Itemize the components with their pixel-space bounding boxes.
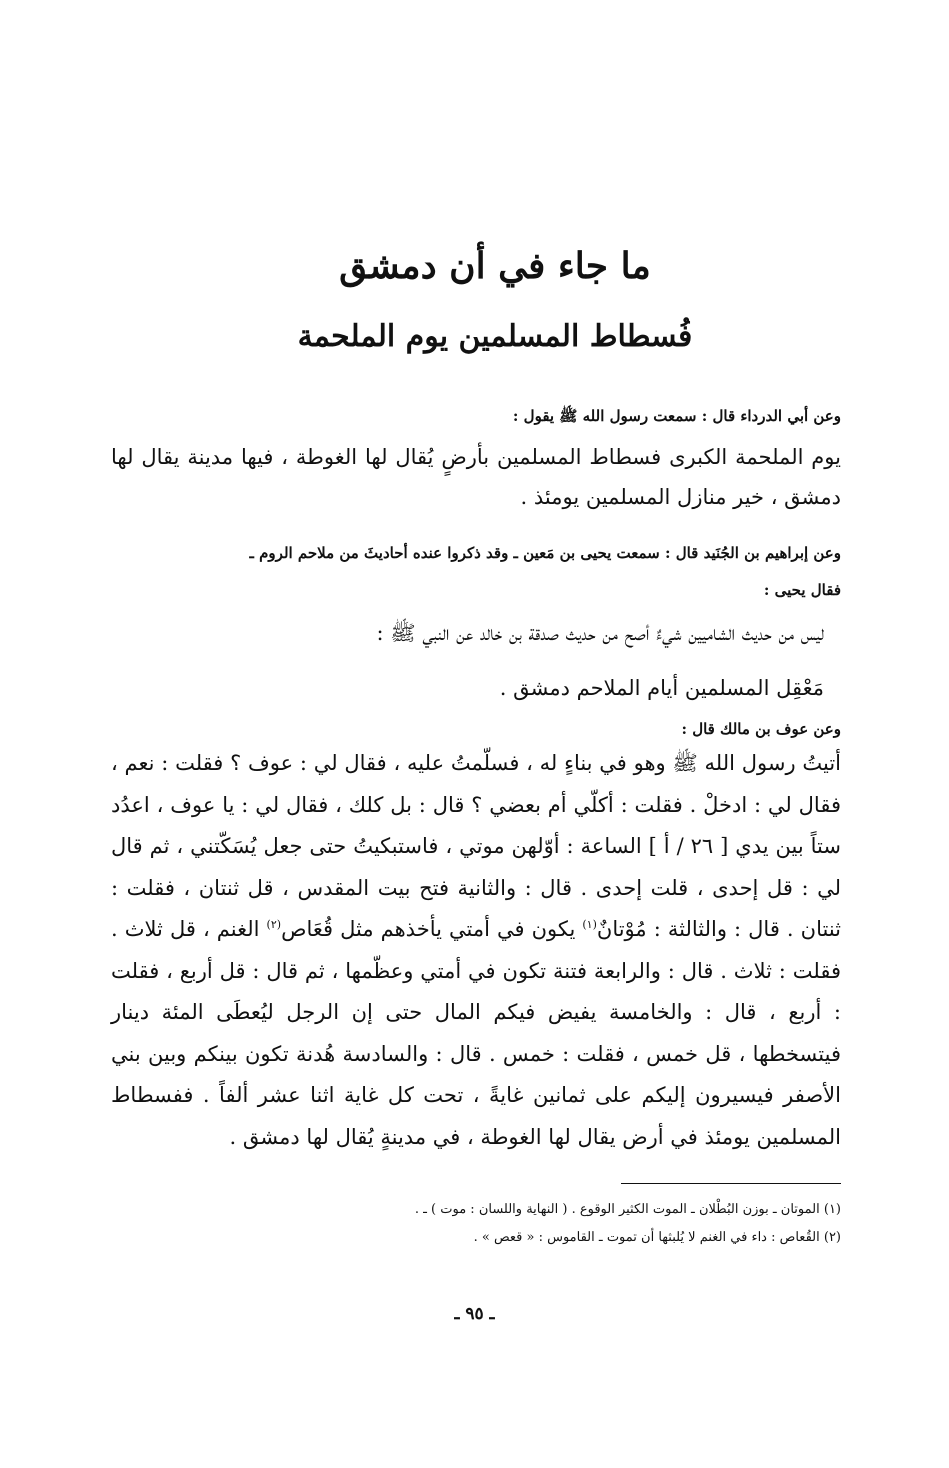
hadith-2-intro: وعن إبراهيم بن الجُنَيد قال : سمعت يحيى بن مَعين ـ وقد ذكروا عنده أحاديثَ من ملاحم الروم ـ [249, 544, 841, 562]
footnote-ref-2: (٢) [266, 918, 282, 931]
page-number: ـ ٩٥ ـ [454, 1304, 495, 1324]
hadith-3-intro: وعن عوف بن مالك قال : [681, 720, 841, 738]
hadith-2-text-line-1: ليس من حديث الشاميين شيءٌ أصح من حديث صدقة بن خالد عن النبي ﷺ : [376, 621, 824, 645]
hadith-2-text-line-2: مَعْقِل المسلمين أيام الملاحم دمشق . [499, 676, 824, 700]
footnote-2: (٢) القُعاص : داء في الغنم لا يُلبثها أن تموت ـ القاموس : « قعص » . [473, 1230, 841, 1245]
hadith-1-text: يوم الملحمة الكبرى فسطاط المسلمين بأرضٍ يُقال لها الغوطة ، فيها مدينة يقال لها دمشق ، خير منازل المسلمين يومئذ . [111, 445, 841, 509]
hadith-3-text-part-b: يكون في أمتي يأخذهم مثل قُعَاص [281, 917, 583, 941]
chapter-subtitle: فُسطاط المسلمين يوم الملحمة [297, 319, 693, 354]
hadith-3-text-part-a: أتيتُ رسول الله ﷺ وهو في بناءٍ له ، فسلّمتُ عليه ، فقال لي : عوف ؟ فقلت : نعم ، فقال لي : ادخلْ . فقلت : أكلّي أم بعضي ؟ قال : بل كلك ، فقال لي : يا عوف ، اعدُد ستاً بين يدي [ ٢٦ / أ ] الساعة : أوّلهن موتي ، فاستبكيتُ حتى جعل يُسَكّتني ، ثم قال لي : قل إحدى ، قلت إحدى . قال : والثانية فتح بيت المقدس ، قل ثنتان ، فقلت : ثنتان . قال : والثالثة : مُوْتانٌ [111, 751, 842, 941]
chapter-title: ما جاء في أن دمشق [339, 245, 651, 287]
footnotes [111, 1196, 841, 1252]
footnote-separator [621, 1183, 841, 1184]
hadith-3-text-part-c: الغنم ، قل ثلاث . فقلت : ثلاث . قال : والرابعة فتنة تكون في أمتي وعظّمها ، ثم قال : قل أربع ، فقلت : أربع ، قال : والخامسة يفيض فيكم المال حتى إن الرجل ليُعطَى المئة دينار فيتسخطها ، قل خمس ، فقلت : خمس . قال : والسادسة هُدنة تكون بينكم وبين بني الأصفر فيسيرون إليكم على ثمانين غايةً ، تحت كل غاية اثنا عشر ألفاً . ففسطاط المسلمين يومئذ في أرض يقال لها الغوطة ، في مدينةٍ يُقال لها دمشق . [111, 917, 841, 1149]
footnote-ref-1: (١) [582, 918, 597, 931]
hadith-2-speaker: فقال يحيى : [763, 581, 841, 599]
hadith-1-intro: وعن أبي الدرداء قال : سمعت رسول الله ﷺ يقول : [512, 407, 841, 425]
hadith-3-text [111, 743, 841, 1158]
footnote-1: (١) الموتان ـ بوزن البُطْلان ـ الموت الكثير الوقوع . ( النهاية واللسان : موت ) ـ . [414, 1202, 841, 1217]
